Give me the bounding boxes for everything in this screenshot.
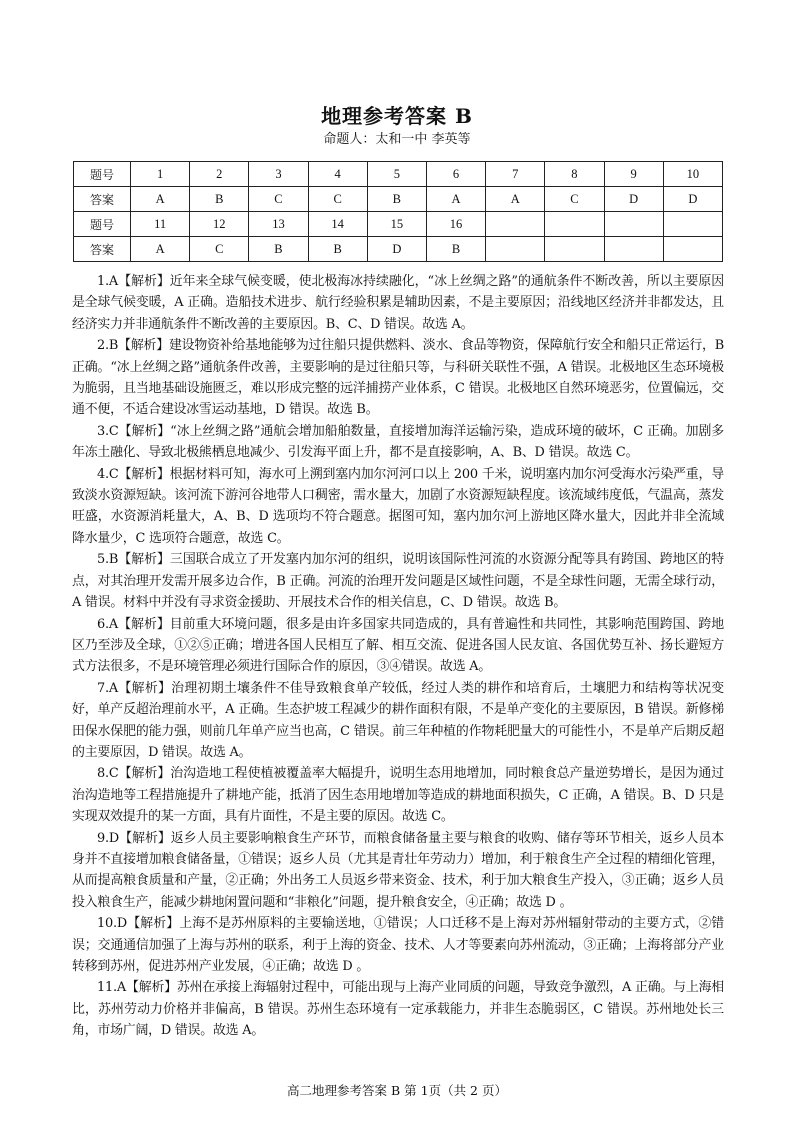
empty-cell [604, 212, 663, 237]
answer-cell: B [190, 187, 249, 212]
author-line: 命题人：太和一中 李英等 [323, 132, 471, 147]
answer-cell: C [308, 187, 367, 212]
table-row-answers-2 [74, 237, 723, 262]
answer-cell: B [426, 237, 485, 262]
explanation-q6: 6.A【解析】目前重大环境问题，很多是由许多国家共同造成的，具有普遍性和共同性，其影响范围跨国、跨地区乃至涉及全球，①②⑤正确；增进各国人民相互了解、相互交流、促进各国人民友谊、各国优势互补、扬长避短方式方法很多，不是环境管理必须进行国际合作的原因，③④错误。故选 A。 [72, 616, 724, 675]
explanation-q3: 3.C【解析】“冰上丝绸之路”通航会增加船舶数量，直接增加海洋运输污染，造成环境的破坏，C 正确。加剧多年冻土融化、导致北极熊栖息地减少、引发海平面上升，都不是直接影响，A、B、D 错误。故选 C。 [72, 423, 724, 461]
explanation-q8: 8.C【解析】治沟造地工程使植被覆盖率大幅提升，说明生态用地增加，同时粮食总产量逆势增长，是因为通过治沟造地等工程措施提升了耕地产能，抵消了因生态用地增加等造成的耕地面积损失，C 正确，A 错误。B、D 只是实现双效提升的某一方面，具有片面性，不是主要的原因。故选 C。 [72, 766, 724, 825]
question-number-cell: 14 [308, 212, 367, 237]
answer-table [73, 161, 723, 262]
table-row-numbers-1 [74, 162, 723, 187]
question-number-cell: 6 [426, 162, 485, 187]
explanation-q7: 7.A【解析】治理初期土壤条件不佳导致粮食单产较低，经过人类的耕作和培育后，土壤肥力和结构等状况变好，单产反超治理前水平，A 正确。生态护坡工程减少的耕作面积有限，不是单产变化的主要原因，B 错误。新修梯田保水保肥的能力强，则前几年单产应当也高，C 错误。前三年种植的作物耗肥量大的可能性小，不是单产后期反超的主要原因，D 错误。故选 A。 [72, 680, 724, 760]
explanation-q11: 11.A【解析】苏州在承接上海辐射过程中，可能出现与上海产业同质的问题，导致竞争激烈，A 正确。与上海相比，苏州劳动力价格并非偏高，B 错误。苏州生态环境有一定承载能力，并非生态脆弱区，C 错误。苏州地处长三角，市场广阔，D 错误。故选 A。 [72, 980, 724, 1039]
question-number-cell: 4 [308, 162, 367, 187]
question-number-cell: 7 [486, 162, 545, 187]
empty-cell [545, 212, 604, 237]
empty-cell [604, 237, 663, 262]
question-number-cell: 3 [249, 162, 308, 187]
explanation-q1: 1.A【解析】近年来全球气候变暖，使北极海冰持续融化，“冰上丝绸之路”的通航条件不断改善，所以主要原因是全球气候变暖，A 正确。造船技术进步、航行经验积累是辅助因素，不是主要原因；沿线地区经济并非都发达，且经济实力并非通航条件不断改善的主要原因。B、C、D 错误。故选 A。 [72, 274, 724, 332]
question-number-cell: 13 [249, 212, 308, 237]
answer-cell: A [131, 237, 190, 262]
table-row-numbers-2 [74, 212, 723, 237]
answer-cell: D [604, 187, 663, 212]
row-label-answer: 答案 [74, 187, 131, 212]
empty-cell [545, 237, 604, 262]
question-number-cell: 11 [131, 212, 190, 237]
explanation-q2: 2.B【解析】建设物资补给基地能够为过往船只提供燃料、淡水、食品等物资，保障航行安全和船只正常运行，B 正确。“冰上丝绸之路”通航条件改善，主要影响的是过往船只等，与科研关联性不强，A 错误。北极地区生态环境极为脆弱，且当地基础设施匮乏，难以形成完整的远洋捕捞产业体系，C 错误。北极地区自然环境恶劣，位置偏远，交通不便，不适合建设冰雪运动基地，D 错误。故选 B。 [72, 338, 724, 418]
row-label-answer: 答案 [74, 237, 131, 262]
table-row-answers-1 [74, 187, 723, 212]
page-footer: 高二地理参考答案 B 第 1页（共 2 页） [287, 1083, 507, 1098]
answer-cell: B [308, 237, 367, 262]
answer-cell: A [426, 187, 485, 212]
empty-cell [663, 212, 722, 237]
question-number-cell: 10 [663, 162, 722, 187]
question-number-cell: 12 [190, 212, 249, 237]
answer-cell: A [486, 187, 545, 212]
explanation-q5: 5.B【解析】三国联合成立了开发塞内加尔河的组织，说明该国际性河流的水资源分配等具有跨国、跨地区的特点，对其治理开发需开展多边合作，B 正确。河流的治理开发问题是区域性问题，不是全球性问题，无需全球行动，A 错误。材料中并没有寻求资金援助、开展技术合作的相关信息，C、D 错误。故选 B。 [72, 552, 724, 611]
explanation-q9: 9.D【解析】返乡人员主要影响粮食生产环节，而粮食储备量主要与粮食的收购、储存等环节相关，返乡人员本身并不直接增加粮食储备量，①错误；返乡人员（尤其是青壮年劳动力）增加，利于粮食生产全过程的精细化管理，从而提高粮食质量和产量，②正确；外出务工人员返乡带来资金、技术，利于加大粮食生产投入，③正确；返乡人员投入粮食生产，能减少耕地闲置问题和“非粮化”问题，提升粮食安全，④正确；故选 D 。 [72, 830, 724, 910]
question-number-cell: 9 [604, 162, 663, 187]
row-label-question: 题号 [74, 162, 131, 187]
answer-cell: C [249, 187, 308, 212]
question-number-cell: 2 [190, 162, 249, 187]
answer-cell: C [545, 187, 604, 212]
page-title: 地理参考答案 B [321, 104, 473, 128]
empty-cell [486, 237, 545, 262]
question-number-cell: 15 [367, 212, 426, 237]
empty-cell [486, 212, 545, 237]
empty-cell [663, 237, 722, 262]
row-label-question: 题号 [74, 212, 131, 237]
explanations-section [72, 271, 724, 1042]
answer-cell: C [190, 237, 249, 262]
question-number-cell: 8 [545, 162, 604, 187]
explanation-q4: 4.C【解析】根据材料可知，海水可上溯到塞内加尔河河口以上 200 千米，说明塞内加尔河受海水污染严重，导致淡水资源短缺。该河流下游河谷地带人口稠密，需水量大，加剧了水资源短缺程度。该流域纬度低，气温高，蒸发旺盛，水资源消耗量大，A、B、D 选项均不符合题意。据图可知，塞内加尔河上游地区降水量大，因此并非全流域降水量少，C 选项符合题意，故选 C。 [72, 466, 724, 546]
answer-cell: A [131, 187, 190, 212]
question-number-cell: 5 [367, 162, 426, 187]
explanation-q10: 10.D【解析】上海不是苏州原料的主要输送地，①错误；人口迁移不是上海对苏州辐射带动的主要方式，②错误；交通通信加强了上海与苏州的联系，利于上海的资金、技术、人才等要素向苏州流动，③正确；上海将部分产业转移到苏州，促进苏州产业发展，④正确；故选 D 。 [72, 916, 724, 974]
answer-cell: B [249, 237, 308, 262]
answer-cell: D [367, 237, 426, 262]
answer-cell: B [367, 187, 426, 212]
question-number-cell: 1 [131, 162, 190, 187]
answer-cell: D [663, 187, 722, 212]
question-number-cell: 16 [426, 212, 485, 237]
